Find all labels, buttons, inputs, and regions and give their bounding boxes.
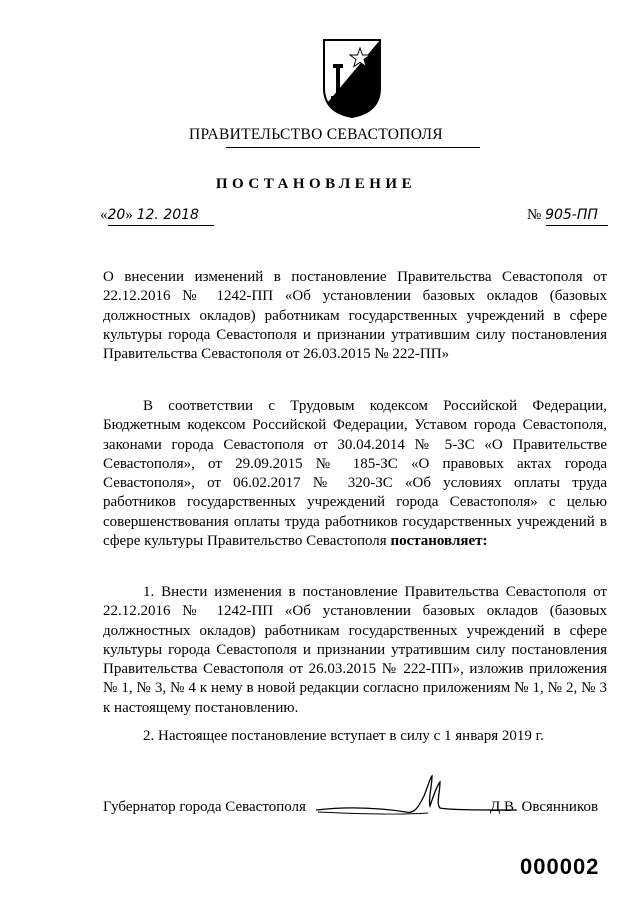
title-underline (226, 147, 480, 148)
coat-of-arms-emblem (322, 38, 382, 118)
organization-title: ПРАВИТЕЛЬСТВО СЕВАСТОПОЛЯ (189, 126, 443, 143)
decree-number (527, 207, 598, 224)
decree-date (100, 207, 199, 224)
item-1-paragraph: 1. Внести изменения в постановление Правительства Севастополя от 22.12.2016 № 1242-ПП «Об установлении базовых окладов (базовых должностных окладов) работникам государственных учреждений в сфере культуры города Севастополя и признании утратившим силу постановления Правительства Севастополя от 26.03.2015 № 222-ПП», изложив приложения № 1, № 3, № 4 к нему в новой редакции согласно приложениям № 1, № 2, № 3 к настоящему постановлению. (103, 584, 607, 716)
signatory-name: Д.В. Овсянников (490, 799, 599, 815)
date-close-quote: » (125, 207, 133, 223)
preamble-text: В соответствии с Трудовым кодексом Российской Федерации, Бюджетным кодексом Российской Федерации, Уставом города Севастополя, законами города Севастополя от 30.04.2014 № 5-ЗС «О Правительстве Севастополя», от 29.09.2015 № 185-ЗС «О правовых актах города Севастополя», от 06.02.2017 № 320-ЗС «Об условиях оплаты труда работников государственных учреждений города Севастополя» с целью совершенствования оплаты труда работников государственных учреждений в сфере культуры Правительство Севастополя (103, 398, 607, 550)
number-underline (546, 225, 608, 226)
serial-number: 000002 (520, 854, 600, 879)
preamble-paragraph (103, 397, 607, 551)
subject-paragraph: О внесении изменений в постановление Правительства Севастополя от 22.12.2016 № 1242-ПП «Об установлении базовых окладов (базовых должностных окладов) работникам государственных учреждений в сфере культуры города Севастополя и признании утратившим силу постановления Правительства Севастополя от 26.03.2015 № 222-ПП» (103, 269, 607, 363)
date-open-quote: « (100, 207, 108, 223)
number-value: 905-ПП (545, 207, 598, 223)
signatory-position: Губернатор города Севастополя (103, 799, 306, 815)
item-2-paragraph: 2. Настоящее постановление вступает в силу с 1 января 2019 г. (143, 728, 544, 744)
document-type-heading: ПОСТАНОВЛЕНИЕ (215, 176, 417, 192)
date-day: 20 (107, 207, 126, 223)
preamble-keyword: постановляет: (390, 533, 488, 550)
number-prefix: № (527, 207, 542, 223)
date-month-year: 12. 2018 (136, 207, 199, 223)
date-underline (108, 225, 214, 226)
